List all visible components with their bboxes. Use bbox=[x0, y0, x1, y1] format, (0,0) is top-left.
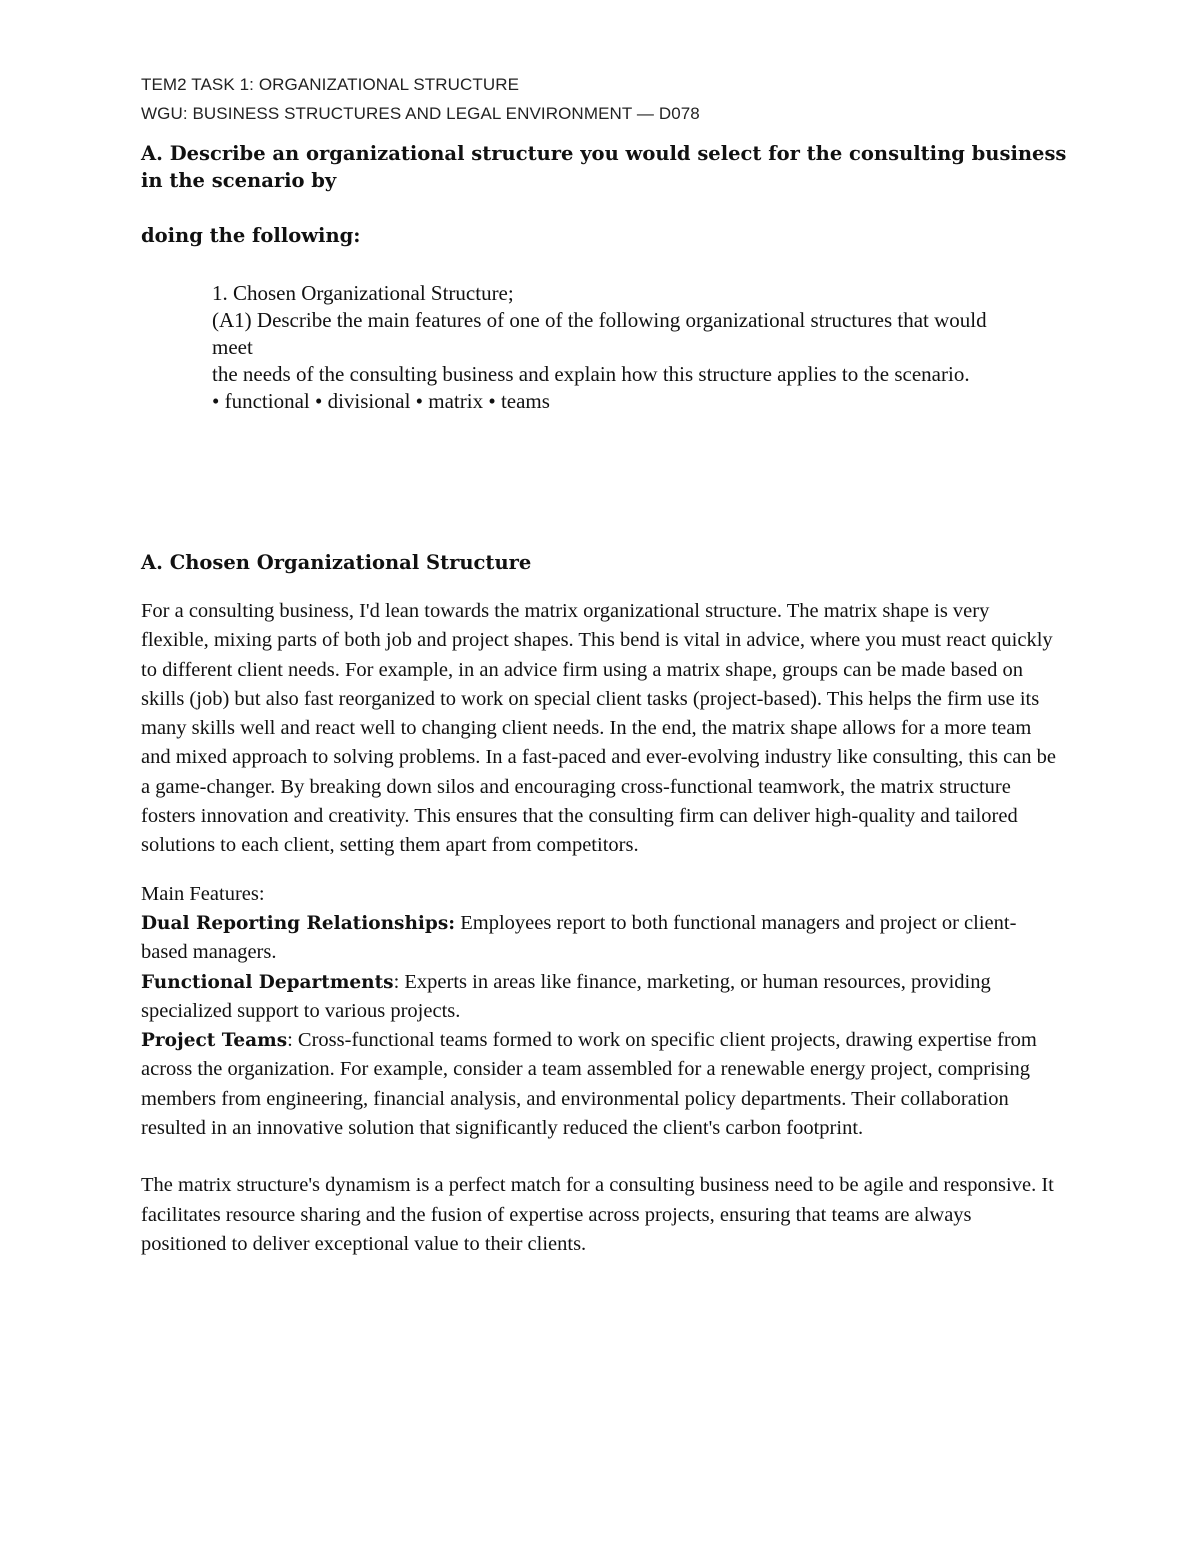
prompt-options: • functional • divisional • matrix • teams bbox=[212, 389, 550, 413]
feature-term: Dual Reporting Relationships: bbox=[141, 912, 456, 934]
feature-term: Functional Departments bbox=[141, 971, 394, 993]
main-features bbox=[141, 880, 1059, 1144]
closing-paragraph: The matrix structure's dynamism is a perfect match for a consulting business need to be agile and responsive. It facilitates resource sharing and the fusion of expertise across projects, ensuring that teams are always positioned to deliver exceptional value to their clients. bbox=[141, 1174, 1054, 1255]
feature-item bbox=[141, 909, 1059, 968]
feature-term: Project Teams bbox=[141, 1030, 288, 1052]
feature-text: : Cross-functional teams formed to work on specific client projects, drawing expertise from across the organization. For example, consider a team assembled for a renewable energy project, comprising members from engineering, financial analysis, and environmental policy departments. Their collaboration resulted in an innovative solution that significantly reduced the client's carbon footprint. bbox=[141, 1029, 1037, 1140]
feature-text: : Experts in areas like finance, marketing, or human resources, providing specialized support to various projects. bbox=[141, 970, 991, 1022]
main-features-label: Main Features: bbox=[141, 882, 265, 905]
answer-heading: A. Chosen Organizational Structure bbox=[141, 551, 532, 574]
answer-paragraph: For a consulting business, I'd lean towards the matrix organizational structure. The matrix shape is very flexible, mixing parts of both job and project shapes. This bend is vital in advice, where you must react quickly to different client needs. For example, in an advice firm using a matrix shape, groups can be made based on skills (job) but also fast reorganized to work on special client tasks (project-based). This helps the firm use its many skills well and react well to changing client needs. In the end, the matrix shape allows for a more team and mixed approach to solving problems. In a fast-paced and ever-evolving industry like consulting, this can be a game-changer. By breaking down silos and encouraging cross-functional teamwork, the matrix structure fosters innovation and creativity. This ensures that the consulting firm can deliver high-quality and tailored solutions to each client, setting them apart from competitors. bbox=[141, 600, 1057, 857]
prompt-heading-continued: doing the following: bbox=[141, 224, 361, 247]
prompt-item-line-2: the needs of the consulting business and explain how this structure applies to the scenario. bbox=[212, 362, 970, 386]
document-page bbox=[141, 70, 1071, 1259]
prompt-item-title: 1. Chosen Organizational Structure; bbox=[212, 281, 514, 305]
prompt-heading: A. Describe an organizational structure you would select for the consulting business in the scenario by bbox=[141, 142, 1067, 192]
prompt-item-line-1: (A1) Describe the main features of one of the following organizational structures that would meet bbox=[212, 308, 987, 359]
feature-item bbox=[141, 1026, 1059, 1143]
prompt-instructions bbox=[212, 280, 1032, 415]
document-header-title: TEM2 TASK 1: ORGANIZATIONAL STRUCTURE bbox=[141, 75, 520, 94]
document-header-course: WGU: BUSINESS STRUCTURES AND LEGAL ENVIRONMENT — D078 bbox=[141, 104, 700, 123]
feature-text: Employees report to both functional managers and project or client-based managers. bbox=[141, 911, 1017, 964]
feature-item bbox=[141, 968, 1059, 1027]
